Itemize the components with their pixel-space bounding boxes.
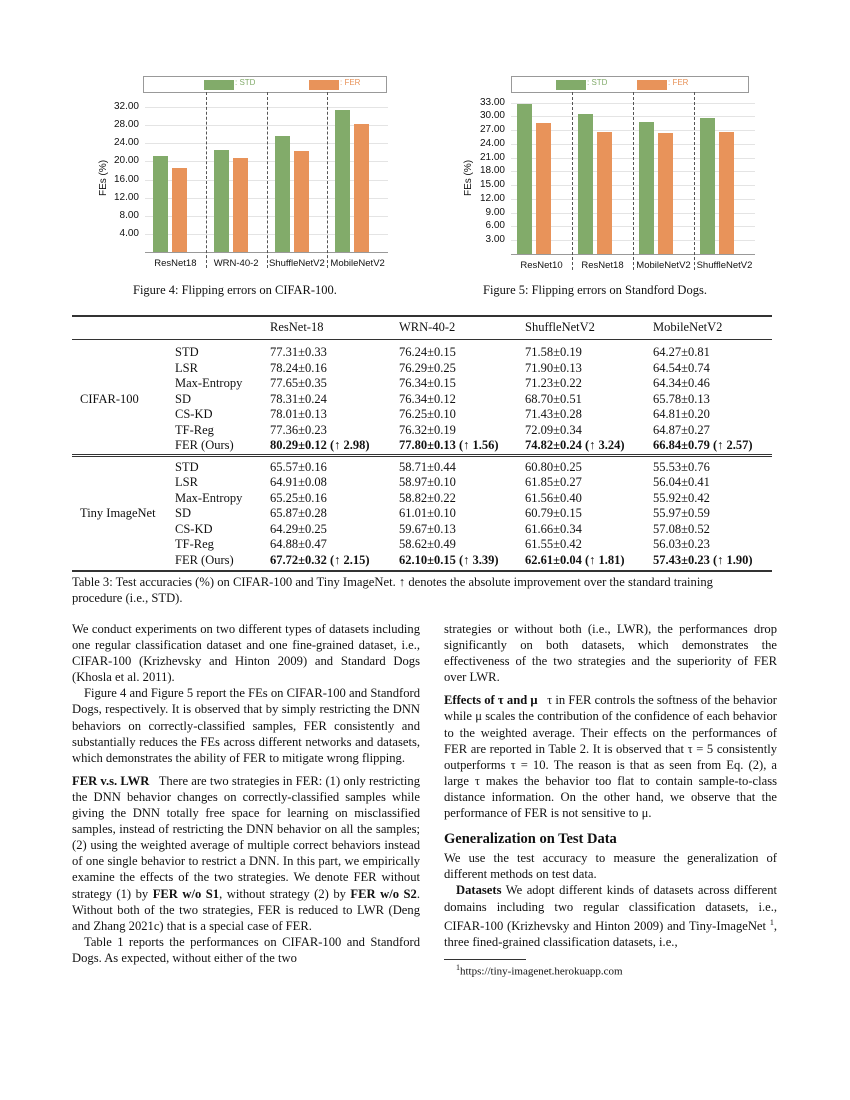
footnote (456, 963, 623, 978)
group-separator (694, 92, 695, 270)
bar-std-shufflenetv2 (275, 136, 290, 252)
term-fer-wo-s1: FER w/o S1 (152, 886, 220, 901)
legend-swatch-std (556, 80, 586, 90)
value-cell: 55.97±0.59 (653, 506, 710, 520)
value-cell: 57.43±0.23 (↑ 1.90) (653, 552, 753, 567)
y-tick-label: 28.00 (113, 119, 139, 131)
bar-std-shufflenetv2 (700, 118, 715, 254)
y-axis-label: FEs (%) (463, 159, 474, 196)
bar-std-mobilenetv2 (639, 122, 654, 254)
bar-fer-shufflenetv2 (719, 132, 734, 254)
method-cell: FER (Ours) (175, 552, 234, 567)
bar-fer-mobilenetv2 (354, 124, 369, 252)
value-cell: 58.62±0.49 (399, 537, 456, 551)
table-row (72, 506, 772, 521)
footnote-ref: 1 (769, 917, 774, 927)
left-column (72, 621, 420, 966)
dataset-label: CIFAR-100 (80, 391, 139, 406)
value-cell: 61.66±0.34 (525, 521, 582, 536)
paragraph-fig-results: Figure 4 and Figure 5 report the FEs on CIFAR-100 and Standford Dogs, respectively. It is observed that by simply restricting the DNN behaviors on correctly-classified samples, FER consistently and substantially reduces the FEs across different networks and datasets, which demonstrates the ability of FER to mitigate wrong flipping. (72, 686, 420, 765)
value-cell: 61.01±0.10 (399, 506, 456, 520)
value-cell: 71.58±0.19 (525, 345, 582, 359)
header-col-mobilenet: MobileNetV2 (653, 320, 723, 334)
y-tick-label: 21.00 (479, 151, 505, 163)
value-cell: 71.90±0.13 (525, 360, 582, 375)
value-cell: 64.27±0.81 (653, 345, 710, 359)
paragraph-table1: Table 1 reports the performances on CIFAR-100 and Standford Dogs. As expected, without either of the two (72, 934, 420, 965)
value-cell: 74.82±0.24 (↑ 3.24) (525, 438, 625, 452)
value-cell: 62.61±0.04 (↑ 1.81) (525, 552, 625, 567)
table-bottom-rule (72, 570, 772, 572)
y-tick-label: 12.00 (479, 192, 505, 204)
group-separator (633, 92, 634, 270)
paragraph-heading-effects: Effects of τ and μ (444, 693, 538, 708)
figure-5-caption: Figure 5: Flipping errors on Standford Dogs. (483, 283, 707, 297)
footnote-link[interactable]: https://tiny-imagenet.herokuapp.com (460, 965, 623, 978)
term-fer-wo-s2: FER w/o S2 (350, 886, 417, 901)
method-cell: STD (175, 459, 199, 474)
bar-fer-shufflenetv2 (294, 151, 309, 252)
value-cell: 76.29±0.25 (399, 360, 456, 375)
table-row (72, 475, 772, 490)
legend-label-fer: : FER (668, 78, 689, 87)
value-cell: 76.34±0.15 (399, 376, 456, 390)
method-cell: FER (Ours) (175, 438, 234, 452)
value-cell: 71.43±0.28 (525, 407, 582, 421)
bar-fer-resnet10 (536, 123, 551, 254)
group-separator (572, 92, 573, 270)
table-header-rule (72, 339, 772, 340)
value-cell: 65.78±0.13 (653, 391, 710, 406)
y-tick-label: 12.00 (113, 191, 139, 203)
table-caption (72, 574, 777, 606)
text-span: . Without both of the two strategies, FER is reduced to LWR (Deng and Zhang 2021c) that is a special case of FER. (72, 886, 420, 933)
group-separator (267, 92, 268, 268)
value-cell: 71.23±0.22 (525, 376, 582, 390)
y-tick-label: 3.00 (485, 234, 505, 246)
value-cell: 56.03±0.23 (653, 537, 710, 551)
value-cell: 66.84±0.79 (↑ 2.57) (653, 438, 753, 452)
value-cell: 64.54±0.74 (653, 360, 710, 375)
x-tick-label: ResNet18 (154, 258, 197, 269)
figure-5-chart (455, 72, 765, 272)
bar-std-resnet10 (517, 104, 532, 254)
figure-4-caption: Figure 4: Flipping errors on CIFAR-100. (133, 283, 337, 297)
value-cell: 58.82±0.22 (399, 490, 456, 505)
value-cell: 78.24±0.16 (270, 360, 327, 375)
value-cell: 68.70±0.51 (525, 391, 582, 406)
bar-std-mobilenetv2 (335, 110, 350, 252)
bar-std-wrn-40-2 (214, 150, 229, 252)
method-cell: CS-KD (175, 407, 213, 421)
paragraph-effects-tau-mu (444, 692, 777, 821)
y-tick-label: 16.00 (113, 173, 139, 185)
value-cell: 60.80±0.25 (525, 459, 582, 474)
paragraph-heading-fer-vs-lwr: FER v.s. LWR (72, 773, 150, 788)
method-cell: Max-Entropy (175, 376, 243, 390)
legend-label-fer: : FER (340, 78, 361, 87)
method-cell: LSR (175, 475, 198, 489)
y-tick-label: 4.00 (119, 227, 139, 239)
value-cell: 62.10±0.15 (↑ 3.39) (399, 552, 499, 567)
table-row (72, 361, 772, 376)
value-cell: 76.24±0.15 (399, 345, 456, 359)
table-row (72, 438, 772, 453)
value-cell: 64.29±0.25 (270, 521, 327, 536)
y-tick-label: 9.00 (485, 206, 505, 218)
table-row (72, 537, 772, 552)
method-cell: LSR (175, 360, 198, 375)
method-cell: Max-Entropy (175, 490, 243, 505)
value-cell: 58.97±0.10 (399, 475, 456, 489)
table-caption-line2: procedure (i.e., STD). (72, 591, 183, 606)
figure-4-chart (95, 72, 395, 272)
legend-label-std: : STD (235, 78, 256, 87)
chart-legend (511, 76, 749, 93)
paragraph-test-accuracy: We use the test accuracy to measure the generalization of different methods on test data. (444, 851, 777, 882)
value-cell: 57.08±0.52 (653, 521, 710, 536)
y-tick-label: 24.00 (113, 137, 139, 149)
y-tick-label: 30.00 (479, 110, 505, 122)
y-axis-label: FEs (%) (98, 159, 109, 196)
bar-fer-wrn-40-2 (233, 158, 248, 252)
text-span: , three fined-grained classification datasets, i.e., (444, 918, 777, 949)
value-cell: 76.32±0.19 (399, 422, 456, 437)
table-group-rule (72, 456, 772, 457)
method-cell: SD (175, 506, 191, 520)
value-cell: 65.25±0.16 (270, 490, 327, 505)
x-tick-label: ResNet10 (520, 260, 563, 271)
table-row (72, 553, 772, 568)
method-cell: SD (175, 391, 191, 406)
value-cell: 64.34±0.46 (653, 376, 710, 390)
header-col-resnet18: ResNet-18 (270, 320, 324, 334)
paragraph-datasets-intro: We conduct experiments on two different types of datasets including one regular classification dataset and one fine-grained dataset, i.e., CIFAR-100 (Krizhevsky and Hinton 2009) and Standard Dogs (Khosla et al. 2011). (72, 622, 420, 685)
paragraph-lwr-conclusion: strategies or without both (i.e., LWR), the performances drop significantly on both datasets, which demonstrates the effectiveness of the two strategies and the superiority of FER over LWR. (444, 622, 777, 685)
value-cell: 61.56±0.40 (525, 490, 582, 505)
header-col-wrn: WRN-40-2 (399, 320, 456, 334)
table-row (72, 491, 772, 506)
x-tick-label: MobileNetV2 (636, 260, 691, 271)
footnote-rule (444, 959, 526, 960)
table-row (72, 345, 772, 360)
value-cell: 78.01±0.13 (270, 407, 327, 421)
paragraph-heading-datasets: Datasets (456, 883, 502, 898)
value-cell: 55.53±0.76 (653, 459, 710, 474)
y-tick-label: 32.00 (113, 101, 139, 113)
table-row (72, 460, 772, 475)
value-cell: 64.91±0.08 (270, 475, 327, 489)
y-tick-label: 27.00 (479, 124, 505, 136)
text-span: , without strategy (2) by (219, 886, 351, 901)
group-separator (327, 92, 328, 268)
x-tick-label: ShuffleNetV2 (696, 260, 753, 271)
value-cell: 61.55±0.42 (525, 537, 582, 551)
table-header-row (72, 320, 772, 335)
value-cell: 67.72±0.32 (↑ 2.15) (270, 552, 370, 567)
value-cell: 72.09±0.34 (525, 422, 582, 437)
text-span: We adopt different kinds of datasets across different domains including two regular classification datasets, i.e., CIFAR-100 (Krizhevsky and Hinton 2009) and Tiny-ImageNet (444, 883, 777, 933)
paragraph-fer-vs-lwr (72, 773, 420, 934)
legend-swatch-fer (637, 80, 667, 90)
y-tick-label: 18.00 (479, 165, 505, 177)
method-cell: STD (175, 345, 199, 359)
value-cell: 80.29±0.12 (↑ 2.98) (270, 438, 370, 452)
x-tick-label: ShuffleNetV2 (268, 258, 325, 269)
text-span: τ in FER controls the softness of the behavior while μ scales the contribution of the confidence of each behavior to the weighted average. Their effects on the performances of FER are reported in Table 2. It is observed that τ = 5 consistently outperforms τ = 10. The reason is that as seen from Eq. (2), a large τ makes the behavior too flat to contain sample-to-class distance information. On the other hand, we observe that the performance of FER is not sensitive to μ. (444, 693, 777, 821)
y-tick-label: 6.00 (485, 220, 505, 232)
bar-fer-resnet18 (172, 168, 187, 252)
value-cell: 77.65±0.35 (270, 376, 327, 390)
legend-swatch-std (204, 80, 234, 90)
value-cell: 76.34±0.12 (399, 391, 456, 406)
y-tick-label: 33.00 (479, 96, 505, 108)
value-cell: 60.79±0.15 (525, 506, 582, 520)
y-tick-label: 20.00 (113, 155, 139, 167)
table-top-rule (72, 315, 772, 317)
value-cell: 65.87±0.28 (270, 506, 327, 520)
x-tick-label: ResNet18 (581, 260, 624, 271)
section-title-generalization: Generalization on Test Data (444, 831, 617, 848)
value-cell: 64.88±0.47 (270, 537, 327, 551)
table-row (72, 407, 772, 422)
value-cell: 58.71±0.44 (399, 459, 456, 474)
y-tick-label: 15.00 (479, 179, 505, 191)
chart-legend (143, 76, 387, 93)
right-column (444, 621, 777, 950)
legend-label-std: : STD (587, 78, 608, 87)
dataset-label: Tiny ImageNet (80, 506, 156, 520)
value-cell: 64.81±0.20 (653, 407, 710, 421)
paragraph-datasets (444, 882, 777, 950)
table-row (72, 376, 772, 391)
method-cell: CS-KD (175, 521, 213, 536)
value-cell: 77.31±0.33 (270, 345, 327, 359)
table-caption-line1: Table 3: Test accuracies (%) on CIFAR-100 and Tiny ImageNet. ↑ denotes the absolute improvement over the standard training (72, 575, 713, 589)
value-cell: 78.31±0.24 (270, 391, 327, 406)
table-row (72, 522, 772, 537)
value-cell: 59.67±0.13 (399, 521, 456, 536)
method-cell: TF-Reg (175, 422, 214, 437)
y-tick-label: 8.00 (119, 209, 139, 221)
bar-std-resnet18 (578, 114, 593, 254)
text-span: There are two strategies in FER: (1) only restricting the DNN behavior changes on correctly-classified samples while giving the DNN totally free space for learning on misclassified samples, instead of restricting the DNN behavior on all the samples; (2) using the weighted average of multiple correct behaviors instead of one single behavior to restrict a DNN. In this part, we empirically examine the effects of the two strategies. We denote FER without strategy (1) by (72, 773, 421, 901)
table-group-rule (72, 454, 772, 455)
value-cell: 77.80±0.13 (↑ 1.56) (399, 438, 499, 452)
value-cell: 55.92±0.42 (653, 490, 710, 505)
footnote-mark: 1 (456, 963, 460, 972)
value-cell: 76.25±0.10 (399, 407, 456, 421)
table-row (72, 423, 772, 438)
bar-fer-resnet18 (597, 132, 612, 254)
bar-std-resnet18 (153, 156, 168, 252)
x-tick-label: MobileNetV2 (330, 258, 385, 269)
header-col-shufflenet: ShuffleNetV2 (525, 320, 595, 334)
x-tick-label: WRN-40-2 (213, 258, 259, 269)
bar-fer-mobilenetv2 (658, 133, 673, 254)
y-tick-label: 24.00 (479, 137, 505, 149)
value-cell: 77.36±0.23 (270, 422, 327, 437)
value-cell: 65.57±0.16 (270, 459, 327, 474)
legend-swatch-fer (309, 80, 339, 90)
value-cell: 61.85±0.27 (525, 475, 582, 489)
value-cell: 64.87±0.27 (653, 422, 710, 437)
group-separator (206, 92, 207, 268)
table-row (72, 392, 772, 407)
value-cell: 56.04±0.41 (653, 475, 710, 489)
method-cell: TF-Reg (175, 537, 214, 551)
